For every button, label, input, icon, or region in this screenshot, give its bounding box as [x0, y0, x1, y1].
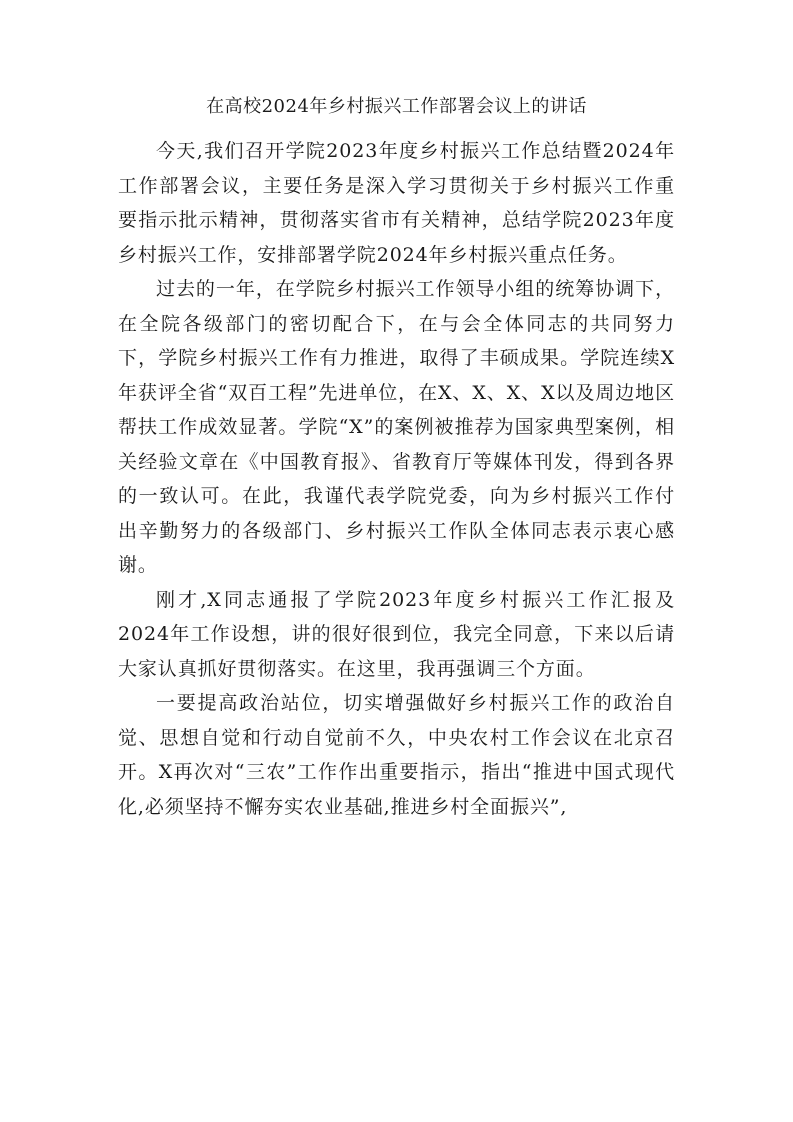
paragraph-intro: 今天,我们召开学院2023年度乡村振兴工作总结暨2024年工作部署会议，主要任务是深入学习贯彻关于乡村振兴工作重要指示批示精神，贯彻落实省市有关精神，总结学院2023年度乡村振兴工作，安排部署学院2024年乡村振兴重点任务。: [118, 140, 675, 266]
paragraph-report: 刚才,X同志通报了学院2023年度乡村振兴工作汇报及2024年工作设想，讲的很好很到位，我完全同意，下来以后请大家认真抓好贯彻落实。在这里，我再强调三个方面。: [118, 588, 675, 680]
document-title: 在高校2024年乡村振兴工作部署会议上的讲话: [206, 96, 587, 117]
paragraph-political-stance: 一要提高政治站位，切实增强做好乡村振兴工作的政治自觉、思想自觉和行动自觉前不久，中央农村工作会议在北京召开。X再次对“三农”工作作出重要指示，指出“推进中国式现代化,必须坚持不懈夯实农业基础,推进乡村全面振兴”,: [118, 692, 675, 818]
document-body: [118, 134, 675, 824]
paragraph-achievements: 过去的一年，在学院乡村振兴工作领导小组的统筹协调下，在全院各级部门的密切配合下，在与会全体同志的共同努力下，学院乡村振兴工作有力推进，取得了丰硕成果。学院连续X年获评全省“双百工程”先进单位，在X、X、X、X以及周边地区帮扶工作成效显著。学院“X”的案例被推荐为国家典型案例，相关经验文章在《中国教育报》、省教育厅等媒体刊发，得到各界的一致认可。在此，我谨代表学院党委，向为乡村振兴工作付出辛勤努力的各级部门、乡村振兴工作队全体同志表示衷心感谢。: [118, 278, 675, 576]
